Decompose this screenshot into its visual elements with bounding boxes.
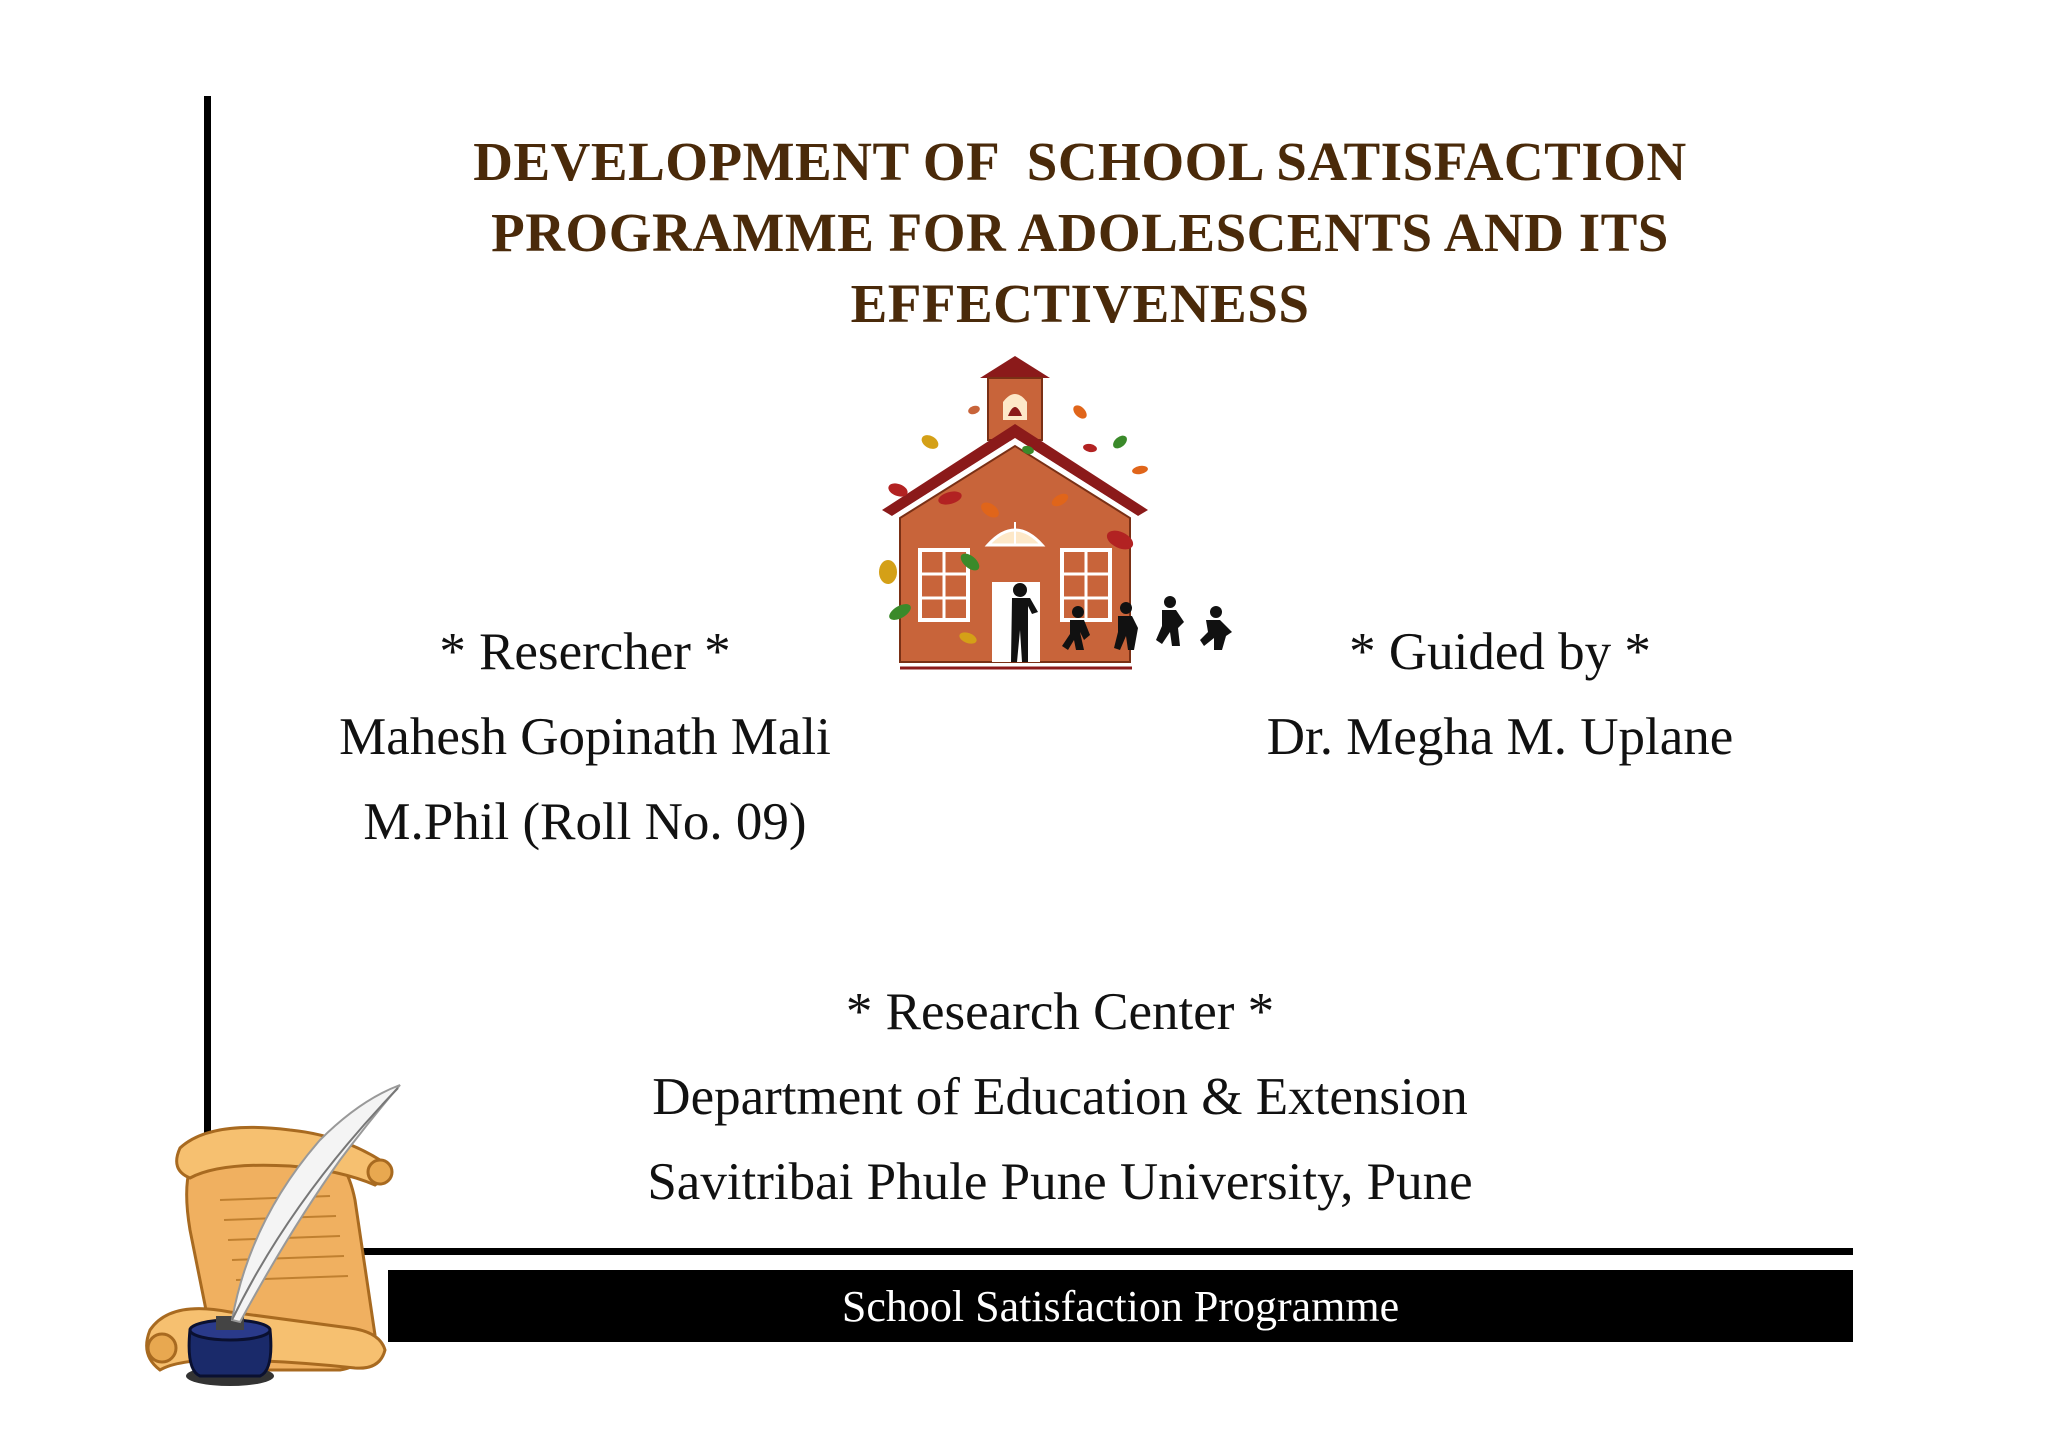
schoolhouse-icon <box>870 350 1260 680</box>
researcher-block <box>290 610 880 865</box>
guide-heading: * Guided by * <box>1349 623 1651 681</box>
left-vertical-rule <box>204 96 211 1156</box>
researcher-detail: M.Phil (Roll No. 09) <box>363 793 807 851</box>
title-line-3: EFFECTIVENESS <box>850 273 1310 334</box>
title-line-1: DEVELOPMENT OF SCHOOL SATISFACTION <box>473 131 1687 192</box>
title-line-2: PROGRAMME FOR ADOLESCENTS AND ITS <box>491 202 1669 263</box>
researcher-heading: * Resercher * <box>439 623 731 681</box>
university-name: Savitribai Phule Pune University, Pune <box>647 1153 1473 1211</box>
research-center-heading: * Research Center * <box>845 983 1275 1041</box>
researcher-name: Mahesh Gopinath Mali <box>339 708 831 766</box>
guide-block <box>1220 610 1780 780</box>
footer-label: School Satisfaction Programme <box>841 1282 1400 1331</box>
footer-bar <box>388 1270 1853 1342</box>
bottom-horizontal-rule <box>345 1248 1853 1255</box>
quill-scroll-icon <box>140 1080 410 1390</box>
guide-name: Dr. Megha M. Uplane <box>1266 708 1734 766</box>
department-name: Department of Education & Extension <box>652 1068 1468 1126</box>
page-title <box>370 126 1790 339</box>
research-center-block <box>560 970 1560 1225</box>
